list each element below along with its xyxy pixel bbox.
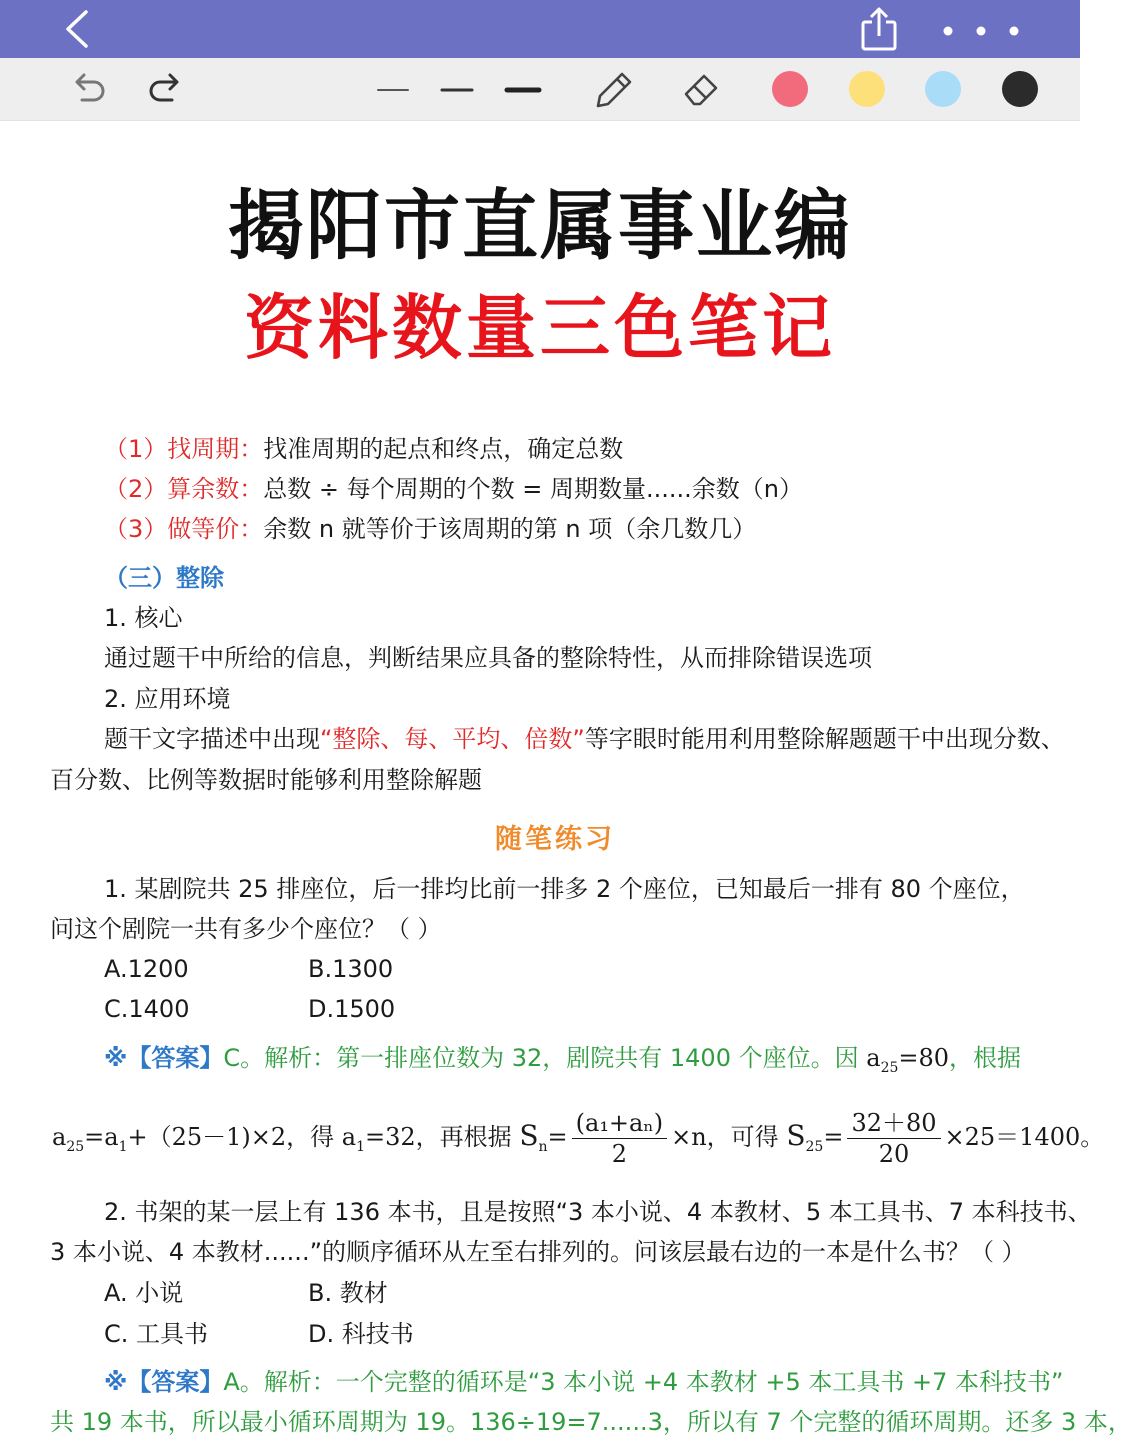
q2-answer-label: ※【答案】 (104, 1368, 224, 1396)
q1-option-a: A.1200 (104, 955, 189, 983)
more-icon[interactable] (936, 20, 1026, 42)
q1-answer-text: C。解析：第一排座位数为 32，剧院共有 1400 个座位。因 (223, 1044, 859, 1072)
step-1 (104, 433, 623, 465)
env-keywords: “整除、每、平均、倍数” (320, 725, 585, 753)
core-label: 1. 核心 (104, 604, 183, 632)
env-text-a: 题干文字描述中出现 (104, 725, 320, 753)
q1-option-d: D.1500 (308, 995, 396, 1023)
share-icon[interactable] (858, 6, 900, 52)
core-text: 通过题干中所给的信息，判断结果应具备的整除特性，从而排除错误选项 (104, 644, 872, 672)
medium-line-icon[interactable] (440, 80, 474, 100)
thick-line-icon[interactable] (504, 80, 542, 100)
step-3 (104, 513, 756, 545)
step-2-text: 总数 ÷ 每个周期的个数 = 周期数量......余数（n） (263, 475, 803, 503)
section-heading: （三）整除 (104, 564, 224, 592)
color-swatch-black[interactable] (1002, 71, 1038, 107)
step-1-text: 找准周期的起点和终点，确定总数 (263, 435, 624, 463)
q1-option-b: B.1300 (308, 955, 394, 983)
step-3-text: 余数 n 就等价于该周期的第 n 项（余几数几） (263, 515, 757, 543)
formula-fraction-1: $\frac{\text{(a₁+aₙ)}}{2}$ (572, 1108, 667, 1169)
practice-heading: 随笔练习 (495, 824, 615, 855)
q2-option-a: A. 小说 (104, 1279, 184, 1307)
q2-answer-text: A。解析：一个完整的循环是“3 本小说 +4 本教材 +5 本工具书 +7 本科技书” (223, 1368, 1064, 1396)
q2-answer-line2: 共 19 本书，所以最小循环周期为 19。136÷19=7......3，所以有 7 个完整的循环周期。还多 3 本， (50, 1408, 1132, 1436)
env-text-line1 (104, 723, 1065, 755)
q1-a25: $a_{25}=80$ (866, 1044, 950, 1076)
step-1-label: （1）找周期： (104, 435, 264, 463)
q2-option-b: B. 教材 (308, 1279, 388, 1307)
q1-answer-label: ※【答案】 (104, 1044, 224, 1072)
color-swatch-red[interactable] (772, 71, 808, 107)
q1-line1: 1. 某剧院共 25 排座位，后一排均比前一排多 2 个座位，已知最后一排有 80 个座位， (104, 875, 1025, 903)
q2-answer (104, 1366, 1063, 1398)
eraser-icon[interactable] (678, 66, 724, 112)
thin-line-icon[interactable] (376, 80, 410, 100)
document-title: 揭阳市直属事业编 (228, 181, 852, 270)
env-label: 2. 应用环境 (104, 685, 231, 713)
document-subtitle: 资料数量三色笔记 (244, 287, 836, 369)
color-swatch-blue[interactable] (925, 71, 961, 107)
step-2 (104, 473, 803, 505)
step-2-label: （2）算余数： (104, 475, 264, 503)
color-swatch-yellow[interactable] (849, 71, 885, 107)
q1-option-c: C.1400 (104, 995, 190, 1023)
formula-fraction-2: $\frac{32+80}{20}$ (847, 1108, 940, 1169)
q2-line2: 3 本小说、4 本教材......”的顺序循环从左至右排列的。问该层最右边的一本是什么书？（ ） (50, 1238, 1026, 1266)
env-text-b: 等字眼时能用利用整除解题题干中出现分数、 (584, 725, 1065, 753)
pen-icon[interactable] (590, 66, 636, 112)
q1-answer-tail: ，根据 (949, 1044, 1022, 1072)
redo-icon[interactable] (144, 68, 186, 110)
top-header-bar (0, 0, 1080, 58)
back-icon[interactable] (58, 6, 98, 52)
undo-icon[interactable] (68, 68, 110, 110)
step-3-label: （3）做等价： (104, 515, 264, 543)
q1-line2: 问这个剧院一共有多少个座位？（ ） (50, 915, 442, 943)
q2-option-c: C. 工具书 (104, 1320, 209, 1348)
env-text-line2: 百分数、比例等数据时能够利用整除解题 (50, 766, 482, 794)
q2-line1: 2. 书架的某一层上有 136 本书，且是按照“3 本小说、4 本教材、5 本工具书、7 本科技书、 (104, 1198, 1092, 1226)
q1-answer (104, 1042, 1021, 1084)
q1-formula: $a_{25}=a_1+(25-1)\times 2$，得 $a_1=32$，再根据 $S_n=$ $\frac{\text{(a₁+aₙ)}}{2}$ ×n，可得 $S_{25}=$ $\frac{32+80}{20}$ ×25＝1400。 (52, 1109, 1105, 1168)
q2-option-d: D. 科技书 (308, 1320, 414, 1348)
